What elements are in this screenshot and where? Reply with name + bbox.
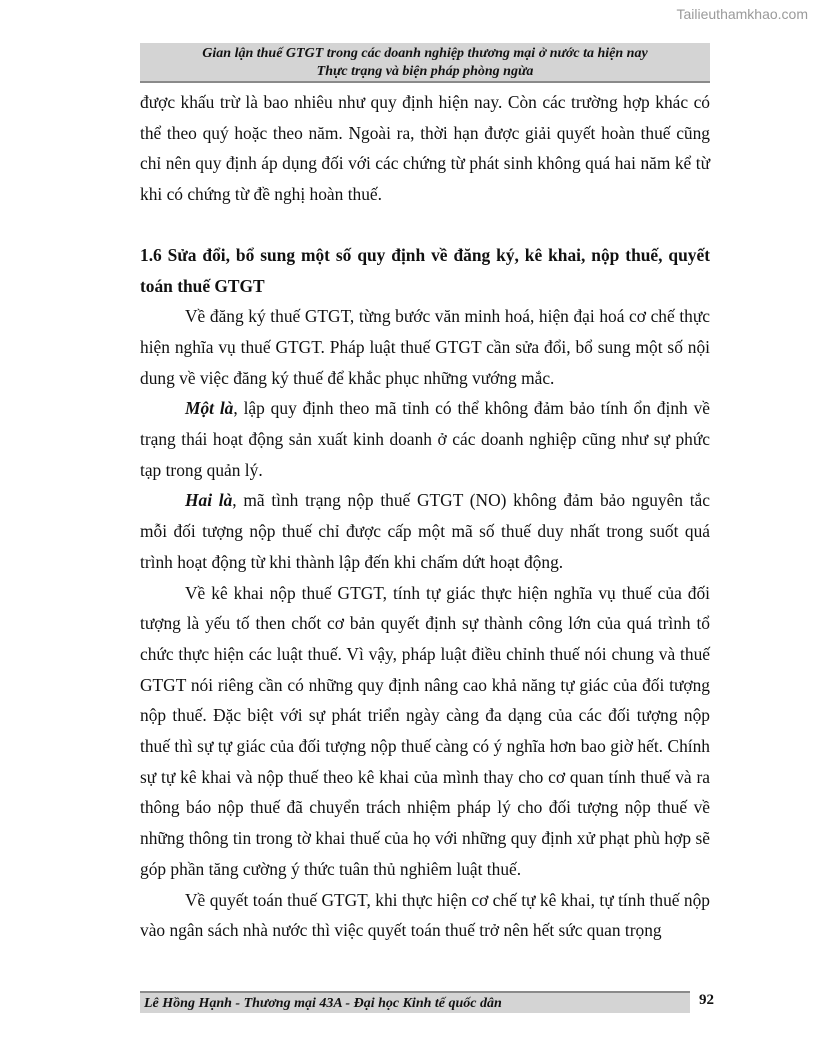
running-footer: Lê Hồng Hạnh - Thương mại 43A - Đại học Kinh tế quốc dân [140,991,690,1013]
body-paragraph [140,393,710,485]
header-subtitle-line: Thực trạng và biện pháp phòng ngừa [316,64,534,79]
running-header [140,43,710,83]
paragraph-lead: Một là [185,398,234,419]
body-paragraph [140,485,710,577]
paragraph-text: Về đăng ký thuế GTGT, từng bước văn minh hoá, hiện đại hoá cơ chế thực hiện nghĩa vụ thuế GTGT. Pháp luật thuế GTGT cần sửa đổi, bổ sung một số nội dung về việc đăng ký thuế để khắc phục những vướng mắc. [140,306,710,388]
section-heading: 1.6 Sửa đổi, bổ sung một số quy định về đăng ký, kê khai, nộp thuế, quyết toán thuế GTGT [140,244,710,296]
paragraph-text: Về kê khai nộp thuế GTGT, tính tự giác thực hiện nghĩa vụ thuế của đối tượng là yếu tố then chốt cơ bản quyết định sự thành công lớn của quá trình tổ chức thực hiện các luật thuế. Vì vậy, pháp luật điều chỉnh thuế nói chung và thuế GTGT nói riêng cần có những quy định nâng cao khả năng tự giác của đối tượng nộp thuế. Đặc biệt với sự phát triển ngày càng đa dạng của các đối tượng nộp thuế thì sự tự giác của đối tượng nộp thuế càng có ý nghĩa hơn bao giờ hết. Chính sự tự kê khai và nộp thuế theo kê khai của mình thay cho cơ quan tính thuế và ra thông báo nộp thuế đã chuyển trách nhiệm pháp lý cho đối tượng nộp thuế về những thông tin trong tờ khai thuế của họ với những quy định xử phạt phù hợp sẽ góp phần tăng cường ý thức tuân thủ nghiêm luật thuế. [140,582,710,879]
body-paragraph [140,885,710,946]
header-title-line: Gian lận thuế GTGT trong các doanh nghiệp thương mại ở nước ta hiện nay [202,46,648,61]
body-paragraph [140,301,710,393]
paragraph-lead: Hai là [185,490,233,511]
paragraph-text: , mã tình trạng nộp thuế GTGT (NO) không đảm bảo nguyên tắc mỗi đối tượng nộp thuế chỉ được cấp một mã số thuế duy nhất trong suốt quá trình hoạt động từ khi thành lập đến khi chấm dứt hoạt động. [140,490,710,572]
page-body [140,87,710,946]
continuation-paragraph: được khấu trừ là bao nhiêu như quy định hiện nay. Còn các trường hợp khác có thể theo quý hoặc theo năm. Ngoài ra, thời hạn được giải quyết hoàn thuế cũng chỉ nên quy định áp dụng đối với các chứng từ phát sinh không quá hai năm kể từ khi có chứng từ đề nghị hoàn thuế. [140,92,710,205]
paragraph-text: , lập quy định theo mã tỉnh có thể không đảm bảo tính ổn định về trạng thái hoạt động sản xuất kinh doanh ở các doanh nghiệp cũng như sự phức tạp trong quản lý. [140,398,710,480]
page-number: 92 [699,992,714,1008]
body-paragraph [140,578,710,885]
watermark: Tailieuthamkhao.com [676,6,808,22]
paragraph-text: Về quyết toán thuế GTGT, khi thực hiện cơ chế tự kê khai, tự tính thuế nộp vào ngân sách nhà nước thì việc quyết toán thuế trở nên hết sức quan trọng [140,889,710,941]
